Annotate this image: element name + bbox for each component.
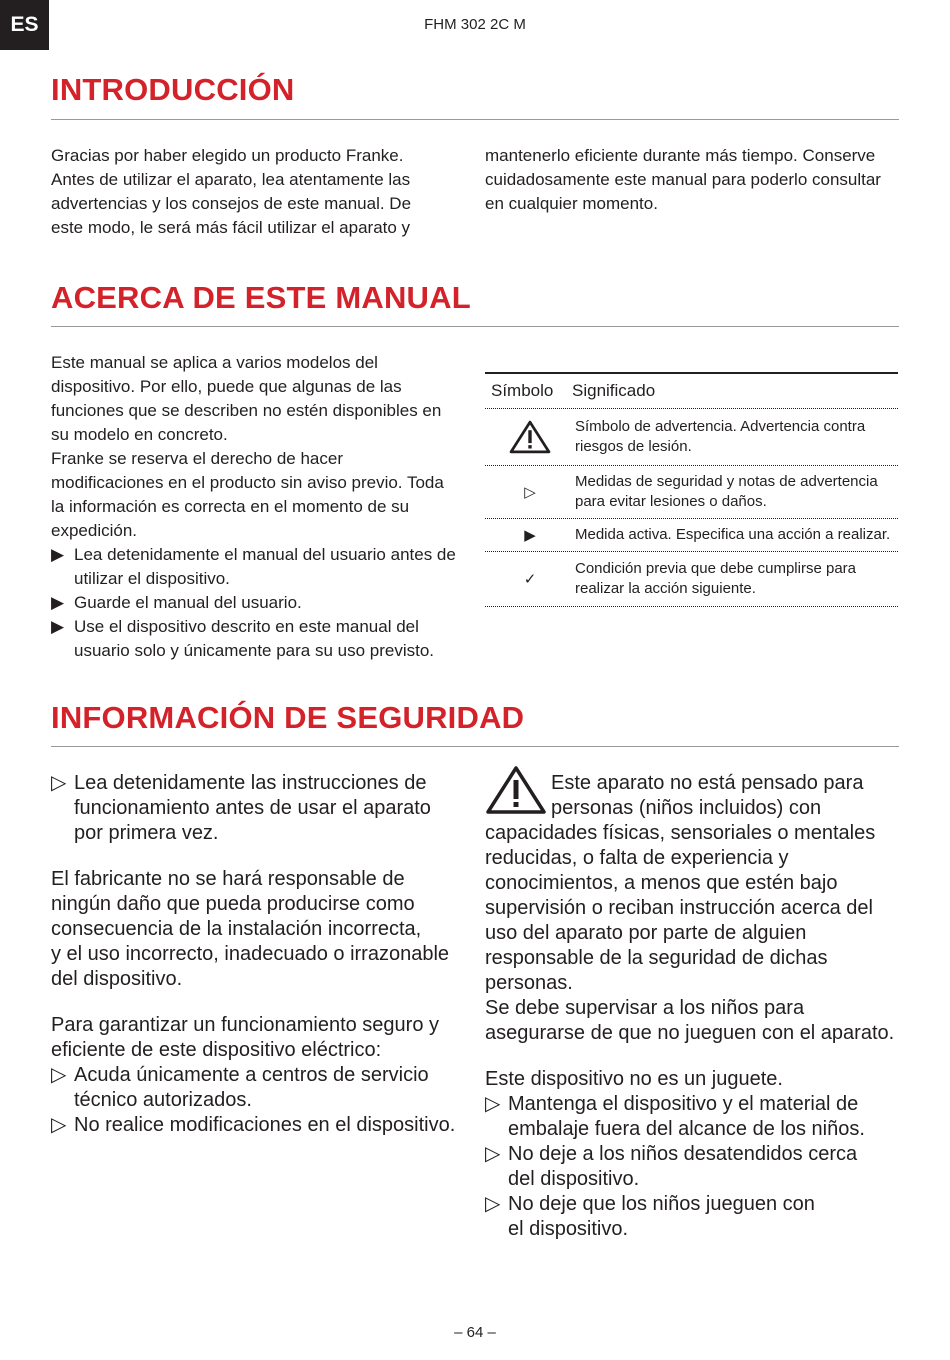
intro-text-line: en cualquier momento. <box>485 194 658 213</box>
bullet-item <box>51 543 476 591</box>
manual-text-line: expedición. <box>51 521 138 540</box>
bullet-text-line: el dispositivo. <box>508 1218 629 1240</box>
bullet-text-line: embalaje fuera del alcance de los niños. <box>508 1118 865 1140</box>
manual-text-line: Franke se reserva el derecho de hacer <box>51 449 343 468</box>
bullet-text-line: usuario solo y únicamente para su uso previsto. <box>74 641 435 660</box>
symbol-meaning-line: para evitar lesiones o daños. <box>575 493 767 510</box>
safety-text-line: El fabricante no se hará responsable de <box>51 868 405 890</box>
manual-left-column <box>51 351 476 663</box>
symbol-meaning <box>575 525 898 545</box>
bullet-text-line: No realice modificaciones en el dispositivo. <box>74 1114 456 1136</box>
safety-text-line: Para garantizar un funcionamiento seguro y <box>51 1014 440 1036</box>
manual-rule <box>51 326 899 327</box>
intro-left-column <box>51 144 471 240</box>
bullet-arrow-icon: ▷ <box>51 772 67 794</box>
paragraph-gap <box>485 1046 905 1067</box>
intro-text-line: Gracias por haber elegido un producto Franke. <box>51 146 404 165</box>
manual-title: ACERCA DE ESTE MANUAL <box>51 280 471 315</box>
bullet-item <box>51 1063 471 1113</box>
bullet-item <box>485 1092 905 1142</box>
language-code: ES <box>10 13 39 36</box>
model-number: FHM 302 2C M <box>424 16 526 33</box>
symbol-glyph-icon: ▷ <box>524 484 536 501</box>
intro-rule <box>51 119 899 120</box>
safety-text-line: uso del aparato por parte de alguien <box>485 922 807 944</box>
safety-text-line: responsable de la seguridad de dichas <box>485 947 828 969</box>
safety-text-line: capacidades físicas, sensoriales o mentales <box>485 822 876 844</box>
bullet-arrow-icon: ▶ <box>51 593 65 612</box>
bullet-text-line: Acuda únicamente a centros de servicio <box>74 1064 429 1086</box>
bullet-text-line: Mantenga el dispositivo y el material de <box>508 1093 859 1115</box>
bullet-text-line: Use el dispositivo descrito en este manual del <box>74 617 419 636</box>
safety-text-line: supervisión o reciban instrucción acerca del <box>485 897 873 919</box>
safety-right-column <box>485 771 905 1242</box>
symbol-meaning-line: Símbolo de advertencia. Advertencia contra <box>575 418 866 435</box>
symbol-meaning-line: Medida activa. Especifica una acción a realizar. <box>575 526 891 543</box>
intro-right-column <box>485 144 905 216</box>
bullet-item <box>51 1113 471 1138</box>
meaning-column-header: Significado <box>572 381 656 400</box>
paragraph-gap <box>51 992 471 1013</box>
warning-text-line: personas (niños incluidos) con <box>551 797 822 819</box>
bullet-item <box>485 1142 905 1192</box>
symbol-column-header: Símbolo <box>491 381 554 400</box>
safety-text-line: del dispositivo. <box>51 968 183 990</box>
bullet-text-line: Lea detenidamente el manual del usuario antes de <box>74 545 456 564</box>
bullet-arrow-icon: ▷ <box>51 1064 67 1086</box>
symbol-table-row <box>485 552 898 607</box>
intro-text-line: advertencias y los consejos de este manual. De <box>51 194 412 213</box>
bullet-text-line: Lea detenidamente las instrucciones de <box>74 772 427 794</box>
bullet-item <box>51 591 476 615</box>
safety-text-line: Se debe supervisar a los niños para <box>485 997 805 1019</box>
safety-text-line: ningún daño que pueda producirse como <box>51 893 415 915</box>
symbol-table-row <box>485 466 898 519</box>
safety-text-line: y el uso incorrecto, inadecuado o irrazonable <box>51 943 450 965</box>
manual-text-line: funciones que se describen no estén disponibles en <box>51 401 442 420</box>
bullet-item <box>51 771 471 846</box>
intro-title: INTRODUCCIÓN <box>51 72 295 107</box>
intro-text-line: mantenerlo eficiente durante más tiempo. Conserve <box>485 146 876 165</box>
bullet-item <box>485 1192 905 1242</box>
bullet-arrow-icon: ▷ <box>51 1114 67 1136</box>
symbol-meaning <box>575 472 898 512</box>
bullet-item <box>51 615 476 663</box>
symbol-table-header <box>485 372 898 409</box>
safety-left-column <box>51 771 471 1138</box>
safety-text-line: conocimientos, a menos que estén bajo <box>485 872 838 894</box>
symbol-meaning <box>575 559 898 599</box>
bullet-text-line: No deje a los niños desatendidos cerca <box>508 1143 858 1165</box>
safety-text-line: asegurarse de que no jueguen con el aparato. <box>485 1022 895 1044</box>
symbol-meaning-line: Condición previa que debe cumplirse para <box>575 560 857 577</box>
page-number: – 64 – <box>454 1324 496 1341</box>
bullet-text-line: técnico autorizados. <box>74 1089 252 1111</box>
safety-text-line: eficiente de este dispositivo eléctrico: <box>51 1039 382 1061</box>
intro-text-line: cuidadosamente este manual para poderlo consultar <box>485 170 881 189</box>
intro-text-line: Antes de utilizar el aparato, lea atentamente las <box>51 170 411 189</box>
intro-text-line: este modo, le será más fácil utilizar el aparato y <box>51 218 411 237</box>
symbol-glyph-icon: ▶ <box>524 527 536 544</box>
safety-rule <box>51 746 899 747</box>
safety-text-line: personas. <box>485 972 573 994</box>
symbol-table-row <box>485 519 898 552</box>
bullet-text-line: por primera vez. <box>74 822 219 844</box>
safety-title: INFORMACIÓN DE SEGURIDAD <box>51 700 525 735</box>
manual-text-line: dispositivo. Por ello, puede que algunas de las <box>51 377 402 396</box>
symbol-meaning <box>575 417 898 457</box>
warning-text-line: Este aparato no está pensado para <box>551 772 864 794</box>
manual-text-line: modificaciones en el producto sin aviso previo. Toda <box>51 473 444 492</box>
safety-text-line: reducidas, o falta de experiencia y <box>485 847 789 869</box>
bullet-arrow-icon: ▷ <box>485 1143 501 1165</box>
symbol-meaning-line: realizar la acción siguiente. <box>575 580 756 597</box>
bullet-arrow-icon: ▶ <box>51 545 65 564</box>
bullet-arrow-icon: ▷ <box>485 1193 501 1215</box>
warning-triangle-icon <box>485 420 575 454</box>
symbol-table-row <box>485 409 898 466</box>
bullet-text-line: Guarde el manual del usuario. <box>74 593 302 612</box>
symbol-meaning-line: Medidas de seguridad y notas de advertencia <box>575 473 878 490</box>
paragraph-gap <box>51 846 471 867</box>
manual-text-line: su modelo en concreto. <box>51 425 228 444</box>
manual-text-line: la información es correcta en el momento de su <box>51 497 410 516</box>
bullet-text-line: No deje que los niños jueguen con <box>508 1193 815 1215</box>
bullet-text-line: funcionamiento antes de usar el aparato <box>74 797 431 819</box>
symbol-table <box>485 372 898 607</box>
manual-text-line: Este manual se aplica a varios modelos del <box>51 353 378 372</box>
bullet-text-line: utilizar el dispositivo. <box>74 569 230 588</box>
safety-text-line: consecuencia de la instalación incorrecta, <box>51 918 422 940</box>
symbol-glyph-icon: ✓ <box>523 571 537 588</box>
bullet-arrow-icon: ▷ <box>485 1093 501 1115</box>
bullet-text-line: del dispositivo. <box>508 1168 640 1190</box>
bullet-arrow-icon: ▶ <box>51 617 65 636</box>
symbol-meaning-line: riesgos de lesión. <box>575 438 692 455</box>
safety-text-line: Este dispositivo no es un juguete. <box>485 1068 783 1090</box>
